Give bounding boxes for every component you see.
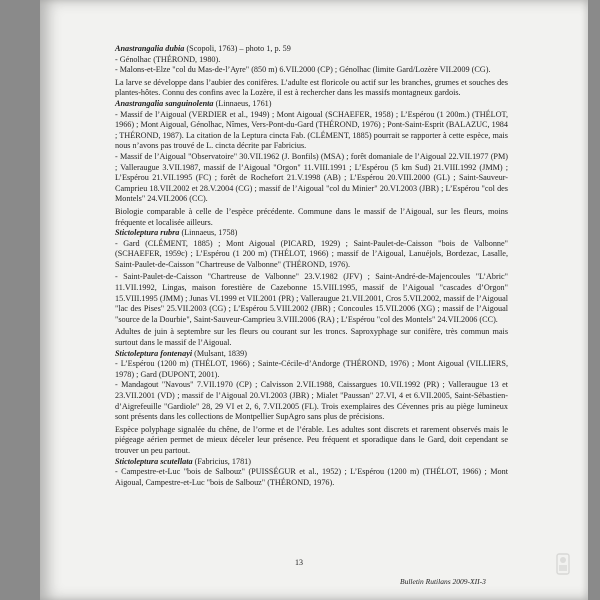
- record-line: - Massif de l’Aigoual "Observatoire" 30.VII.1962 (J. Bonfils) (MSA) ; forêt domaniale de l’Aigoual 22.VII.1977 (PM) ; Valleraugue 3.VII.1987, massif de l’Aigoual "Orgon" 11.VIII.1991 ; L’Espérou (5 km Sud) 21.VIII.1992 (JMM) ; L’Espérou 21.VII.1995 (FC) ; forêt de Rochefort 21.V.1998 (AB) ; L’Espérou 20.VIII.2000 (GL) ; Saint-Sauveur-Camprieu 18.VII.2002 et 28.V.2004 (CG) ; massif de l’Aigoual "col du Minier" 20.VI.2003 (JBR) ; L’Espérou "col des Montels" 24.VII.2006 (CC).: [115, 151, 508, 204]
- species-note: Adultes de juin à septembre sur les fleurs ou courant sur les troncs. Saproxyphage sur conifère, très commun mais surtout dans le massif de l’Aigoual.: [115, 327, 508, 348]
- species-note: Espèce polyphage signalée du chêne, de l’orme et de l’érable. Les adultes sont discrets et rarement observés mais le piégeage aérien permet de mieux déceler leur présence. Peu fréquent et sporadique dans le Gard, doit cependant se trouver un peu partout.: [115, 424, 508, 455]
- species-heading: Stictoleptura rubra (Linnaeus, 1758): [115, 228, 238, 238]
- species-heading: Anastrangalia sanguinolenta (Linnaeus, 1761): [115, 98, 272, 108]
- species-heading: Stictoleptura fontenayi (Mulsant, 1839): [115, 348, 247, 358]
- record-line: - Campestre-et-Luc "bois de Salbouz" (PUISSÉGUR et al., 1952) ; L’Espérou (1200 m) (THÉLOT, 1966) ; Mont Aigoual, Campestre-et-Luc "bois de Salbouz" (THÉROND, 1976).: [115, 467, 508, 487]
- record-line: - Saint-Paulet-de-Caisson "Chartreuse de Valbonne" 23.V.1982 (JFV) ; Saint-André-de-Majencoules "L’Abric" 11.VII.1992, Lingas, maison forestière de Cazebonne 15.VIII.1995, massif de l’Aigoual "cascades d’Orgon" 15.VIII.1995 (JMM) ; Junas VI.1999 et VII.2001 (PR) ; Valleraugue 21.VII.2001, Cros 5.VII.2002, massif de l’Aigoual "lac des Pises" 25.VII.2003 (CG) ; L’Espérou 5.VIII.2002 (JBR) ; Concoules 15.VII.2006 (XG) ; massif de l’Aigoual "source de la Dourbie", Saint-Sauveur-Camprieu 3.VIII.2006 (RA) ; L’Espérou "col des Montels" 24.VII.2006 (CC).: [115, 272, 508, 324]
- journal-footer: Bulletin Rutilans 2009-XII-3: [400, 577, 486, 586]
- species-heading: Stictoleptura scutellata (Fabricius, 1781): [115, 456, 252, 466]
- species-note: La larve se développe dans l’aubier des conifères. L’adulte est floricole ou actif sur les branches, grumes et souches des plantes-hôtes. Connu des confins avec la Lozère, il est à rechercher dans les massifs montagneux gardois.: [115, 77, 508, 98]
- record-line: - Malons-et-Elze "col du Mas-de-l’Ayre" (850 m) 6.VII.2000 (CP) ; Génolhac (limite Gard/Lozère VII.2009 (CG).: [115, 65, 491, 75]
- record-line: - Mandagout "Navous" 7.VII.1970 (CP) ; Calvisson 2.VII.1988, Caissargues 10.VII.1992 (PR) ; Valleraugue 13 et 23.VII.2001 (VD) ; massif de l’Aigoual 20.VI.2003 (JBR) ; Mialet "Paussan" 27.VI, 4 et 6.VII.2005, Saint-Sébastien-d’Aigrefeuille "Gardiole" 28, 29 VI et 2, 6, 7.VII.2005 (FL). Trois exemplaires des Cévennes pris au piège lumineux sont présents dans les collections de Montpellier SupAgro sans plus de précisions.: [115, 380, 508, 422]
- watermark-seal-icon: [554, 552, 572, 578]
- record-line: - L’Espérou (1200 m) (THÉLOT, 1966) ; Sainte-Cécile-d’Andorge (THÉROND, 1976) ; Mont Aigoual (VILLIERS, 1978) ; Gard (DUPONT, 2001).: [115, 359, 508, 379]
- page-number: 13: [295, 558, 303, 567]
- record-line: - Génolhac (THÉROND, 1980).: [115, 54, 221, 64]
- document-page: [40, 0, 588, 600]
- page-body: [115, 44, 508, 488]
- record-line: - Massif de l’Aigoual (VERDIER et al., 1949) ; Mont Aigoual (SCHAEFER, 1958) ; L’Espérou (1 200m.) (THÉLOT, 1966) ; Mont Aigoual, Génolhac, Nîmes, Vers-Pont-du-Gard (THÉROND, 1976) ; Pont-Saint-Esprit (BALAZUC, 1984 ; THÉROND, 1987). La citation de la Leptura cincta Fab. (CLÉMENT, 1885) pourrait se rapporter à cette espèce, mais nous n’avons pas trouvé de L. cincta décrite par Fabricius.: [115, 109, 508, 151]
- species-heading: Anastrangalia dubia (Scopoli, 1763) – photo 1, p. 59: [115, 44, 291, 53]
- species-note: Biologie comparable à celle de l’espèce précédente. Commune dans le massif de l’Aigoual, sur les fleurs, moins fréquente et localisée ailleurs.: [115, 206, 508, 227]
- record-line: - Gard (CLÉMENT, 1885) ; Mont Aigoual (PICARD, 1929) ; Saint-Paulet-de-Caisson "bois de Valbonne" (SCHAEFER, 1959c) ; L’Espérou (1 200 m) (THÉLOT, 1966) ; massif de l’Aigoual, Lanuéjols, Bordezac, Lasalle, Saint-Paulet-de-Caisson "Chartreuse de Valbonne" (THÉROND, 1976).: [115, 238, 508, 269]
